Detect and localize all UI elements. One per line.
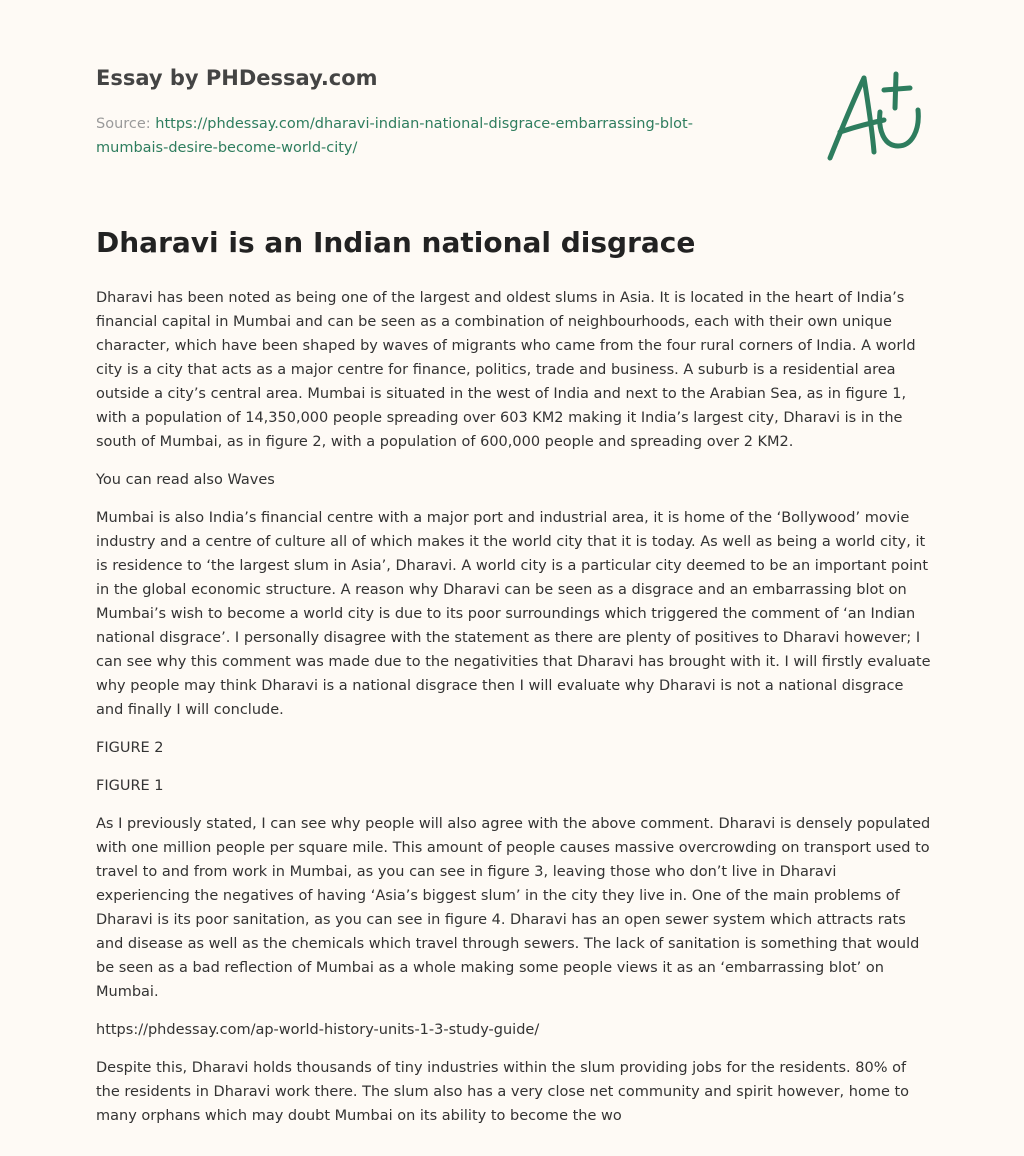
figure-1-label: FIGURE 1 <box>96 778 164 794</box>
source-label: Source: <box>96 116 156 132</box>
article-title: Dharavi is an Indian national disgrace <box>96 226 696 259</box>
source-line <box>96 112 736 160</box>
paragraph-world-city: Mumbai is also India’s financial centre with a major port and industrial area, it is home of the ‘Bollywood’ movie industry and a centre of culture all of which makes it the world city that it is today. As well as being a world city, it is residence to ‘the largest slum in Asia’, Dharavi. A world city is a particular city deemed to be an important point in the global economic structure. A reason why Dharavi can be seen as a disgrace and an embarrassing blot on Mumbai’s wish to become a world city is due to its poor surroundings which triggered the comment of ‘an Indian national disgrace’. I personally disagree with the statement as there are plenty of positives to Dharavi however; I can see why this comment was made due to the negativities that Dharavi has brought with it. I will firstly evaluate why people may think Dharavi is a national disgrace then I will evaluate why Dharavi is not a national disgrace and finally I will conclude. <box>96 510 931 718</box>
read-also-link[interactable]: You can read also Waves <box>96 472 275 488</box>
a-plus-logo-icon <box>822 68 932 168</box>
article-body <box>96 286 932 1142</box>
paragraph-disgrace: As I previously stated, I can see why people will also agree with the above comment. Dharavi is densely populated with one million people per square mile. This amount of people causes massive overcrowding on transport used to travel to and from work in Mumbai, as you can see in figure 3, leaving those who don’t live in Dharavi experiencing the negatives of having ‘Asia’s biggest slum’ in the city they live in. One of the main problems of Dharavi is its poor sanitation, as you can see in figure 4. Dharavi has an open sewer system which attracts rats and disease as well as the chemicals which travel through sewers. The lack of sanitation is something that would be seen as a bad reflection of Mumbai as a whole making some people views it as an ‘embarrassing blot’ on Mumbai. <box>96 816 931 1000</box>
source-link[interactable]: https://phdessay.com/dharavi-indian-national-disgrace-embarrassing-blot-mumbais-desire-become-world-city/ <box>96 116 693 156</box>
figure-2-label: FIGURE 2 <box>96 740 164 756</box>
paragraph-intro: Dharavi has been noted as being one of the largest and oldest slums in Asia. It is located in the heart of India’s financial capital in Mumbai and can be seen as a combination of neighbourhoods, each with their own unique character, which have been shaped by waves of migrants who came from the four rural corners of India. A world city is a city that acts as a major centre for finance, politics, trade and business. A suburb is a residential area outside a city’s central area. Mumbai is situated in the west of India and next to the Arabian Sea, as in figure 1, with a population of 14,350,000 people spreading over 603 KM2 making it India’s largest city, Dharavi is in the south of Mumbai, as in figure 2, with a population of 600,000 people and spreading over 2 KM2. <box>96 290 916 450</box>
site-brand: Essay by PHDessay.com <box>96 66 378 90</box>
related-link[interactable]: https://phdessay.com/ap-world-history-units-1-3-study-guide/ <box>96 1022 540 1038</box>
paragraph-industries: Despite this, Dharavi holds thousands of tiny industries within the slum providing jobs for the residents. 80% of the residents in Dharavi work there. The slum also has a very close net community and spirit however, home to many orphans which may doubt Mumbai on its ability to become the wo <box>96 1060 910 1124</box>
